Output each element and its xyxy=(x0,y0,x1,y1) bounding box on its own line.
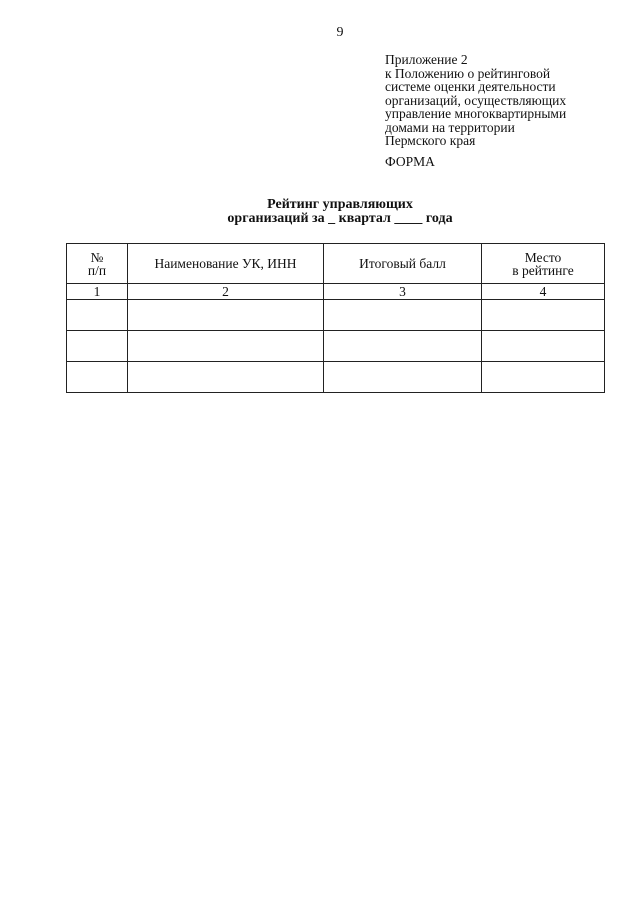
header-number-symbol: № xyxy=(90,249,104,265)
form-label: ФОРМА xyxy=(385,154,435,169)
appendix-line: управление многоквартирными xyxy=(385,106,567,121)
header-cell-place xyxy=(482,244,605,284)
appendix-line: организаций, осуществляющих xyxy=(385,92,567,108)
table-cell xyxy=(324,331,482,362)
title-line-1: Рейтинг управляющих xyxy=(267,197,413,212)
title-line-2: организаций за _ квартал ____ года xyxy=(227,211,453,226)
table-cell xyxy=(128,300,324,331)
table-cell xyxy=(324,300,482,331)
header-number-abbr: п/п xyxy=(87,262,107,278)
header-cell-score xyxy=(324,244,482,284)
table-cell xyxy=(324,362,482,393)
column-number-cell: 3 xyxy=(324,284,482,300)
table-cell xyxy=(482,331,605,362)
appendix-line: Приложение 2 xyxy=(385,52,468,67)
appendix-line: к Положению о рейтинговой xyxy=(385,65,551,81)
column-number-cell: 4 xyxy=(482,284,605,300)
appendix-block xyxy=(385,53,625,148)
table-row xyxy=(67,362,605,393)
header-place-line-2: в рейтинге xyxy=(512,262,574,278)
header-cell-number xyxy=(67,244,128,284)
table-row xyxy=(67,331,605,362)
table-cell xyxy=(128,362,324,393)
table-header-row xyxy=(67,244,605,284)
header-name-label: Наименование УК, ИНН xyxy=(154,256,297,271)
header-cell-name xyxy=(128,244,324,284)
appendix-line: системе оценки деятельности xyxy=(385,79,556,94)
table-cell xyxy=(67,362,128,393)
appendix-line: домами на территории xyxy=(385,119,515,135)
table-row xyxy=(67,300,605,331)
table-cell xyxy=(482,362,605,393)
table-cell xyxy=(67,331,128,362)
table-cell xyxy=(128,331,324,362)
column-numbers-row xyxy=(67,284,605,300)
header-place-line-1: Место xyxy=(524,249,562,265)
table-cell xyxy=(67,300,128,331)
column-number-cell: 2 xyxy=(128,284,324,300)
table-cell xyxy=(482,300,605,331)
rating-table xyxy=(66,243,605,393)
document-title xyxy=(0,198,640,226)
appendix-line: Пермского края xyxy=(385,133,476,148)
column-number-cell: 1 xyxy=(67,284,128,300)
page-number: 9 xyxy=(336,25,344,40)
header-score-label: Итоговый балл xyxy=(359,256,446,271)
